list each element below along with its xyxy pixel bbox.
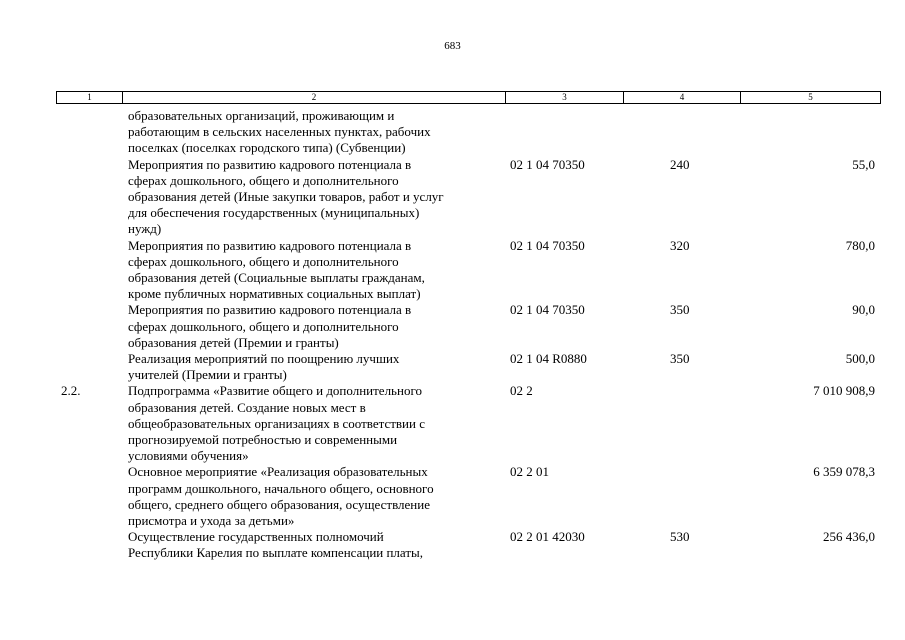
header-col-2: 2 — [123, 92, 506, 104]
page-number: 683 — [444, 40, 461, 52]
row-sum: 500,0 — [845, 351, 875, 367]
table-row — [0, 351, 905, 383]
table-row — [0, 464, 905, 529]
row-expense-type: 240 — [670, 156, 690, 172]
row-expense-type: 530 — [670, 529, 690, 545]
row-sum: 7 010 908,9 — [813, 383, 875, 399]
header-col-5: 5 — [741, 92, 881, 104]
table-row — [0, 157, 905, 238]
table-row — [0, 238, 905, 303]
row-name-line: работающим в сельских населенных пунктах, рабочих — [128, 124, 431, 140]
budget-table-body — [0, 108, 905, 562]
row-name-line: общеобразовательных организациях в соответствии с — [128, 415, 425, 431]
row-code: 02 1 04 70350 — [510, 156, 585, 172]
row-sum: 256 436,0 — [823, 529, 875, 545]
row-name — [128, 157, 503, 238]
row-name-line: сферах дошкольного, общего и дополнительного — [128, 253, 399, 269]
row-name-line: программ дошкольного, начального общего, основного — [128, 480, 434, 496]
row-name-line: Реализация мероприятий по поощрению лучших — [128, 351, 400, 367]
row-name-line: для обеспечения государственных (муниципальных) — [128, 205, 420, 221]
row-name-line: Мероприятия по развитию кадрового потенциала в — [128, 237, 412, 253]
row-name-line: Осуществление государственных полномочий — [128, 529, 384, 545]
row-name — [128, 238, 503, 303]
row-name-line: поселках (поселках городского типа) (Субвенции) — [128, 140, 406, 156]
row-code: 02 1 04 R0880 — [510, 351, 587, 367]
row-name-line: Подпрограмма «Развитие общего и дополнительного — [128, 383, 422, 399]
row-code: 02 2 01 42030 — [510, 529, 585, 545]
row-code: 02 2 01 — [510, 464, 549, 480]
table-header — [56, 91, 881, 104]
table-row — [0, 529, 905, 561]
row-name-line: кроме публичных нормативных социальных выплат) — [128, 286, 421, 302]
row-expense-type: 320 — [670, 237, 690, 253]
table-row — [0, 383, 905, 464]
row-name-line: учителей (Премии и гранты) — [128, 367, 287, 383]
row-code: 02 1 04 70350 — [510, 302, 585, 318]
row-name-line: Мероприятия по развитию кадрового потенциала в — [128, 302, 412, 318]
row-name-line: Мероприятия по развитию кадрового потенциала в — [128, 156, 412, 172]
row-code: 02 2 — [510, 383, 533, 399]
header-col-3: 3 — [506, 92, 624, 104]
row-name-line: общего, среднего общего образования, осуществление — [128, 496, 430, 512]
row-name-line: нужд) — [128, 221, 162, 237]
row-number: 2.2. — [61, 383, 81, 399]
row-name — [128, 108, 503, 157]
row-sum: 6 359 078,3 — [813, 464, 875, 480]
row-expense-type: 350 — [670, 351, 690, 367]
row-name-line: Республики Карелия по выплате компенсации платы, — [128, 545, 424, 561]
row-name-line: прогнозируемой потребностью и современными — [128, 432, 398, 448]
row-name-line: образования детей (Иные закупки товаров, работ и услуг — [128, 189, 444, 205]
row-name — [128, 464, 503, 529]
row-name-line: образования детей (Премии и гранты) — [128, 334, 339, 350]
row-name-line: образования детей (Социальные выплаты гражданам, — [128, 270, 425, 286]
row-name-line: образовательных организаций, проживающим и — [128, 108, 395, 123]
table-row — [0, 302, 905, 351]
row-name-line: сферах дошкольного, общего и дополнительного — [128, 318, 399, 334]
header-col-4: 4 — [624, 92, 741, 104]
row-name — [128, 302, 503, 351]
row-sum: 55,0 — [852, 156, 875, 172]
row-expense-type: 350 — [670, 302, 690, 318]
row-name-line: сферах дошкольного, общего и дополнительного — [128, 172, 399, 188]
table-row — [0, 108, 905, 157]
header-col-1: 1 — [57, 92, 123, 104]
row-name — [128, 351, 503, 383]
row-name — [128, 529, 503, 561]
row-name-line: присмотра и ухода за детьми» — [128, 513, 295, 529]
row-sum: 780,0 — [845, 237, 875, 253]
row-name-line: условиями обучения» — [128, 448, 249, 464]
row-name — [128, 383, 503, 464]
row-name-line: образования детей. Создание новых мест в — [128, 399, 366, 415]
row-name-line: Основное мероприятие «Реализация образовательных — [128, 464, 428, 480]
row-code: 02 1 04 70350 — [510, 237, 585, 253]
row-sum: 90,0 — [852, 302, 875, 318]
